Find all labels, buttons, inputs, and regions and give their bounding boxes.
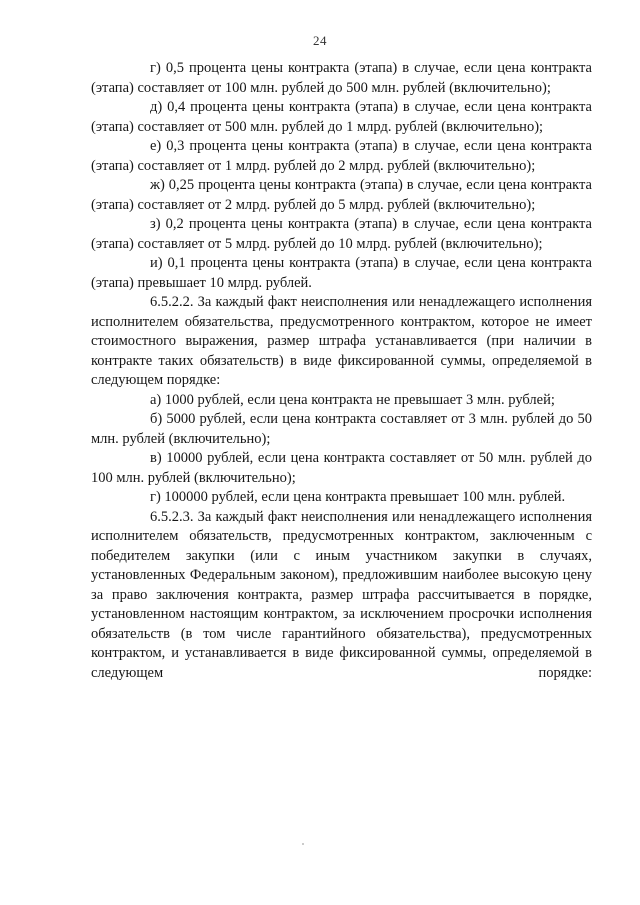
clause-b-5000-rub: б) 5000 рублей, если цена контракта составляет от 3 млн. рублей до 50 млн. рублей (включительно); [91,411,592,447]
document-body [91,59,592,683]
clause-z-0-2-percent: з) 0,2 процента цены контракта (этапа) в случае, если цена контракта (этапа) составляет от 5 млрд. рублей до 10 млрд. рублей (включительно); [91,216,592,252]
clause-a-1000-rub: а) 1000 рублей, если цена контракта не превышает 3 млн. рублей; [150,391,555,408]
clause-i-0-1-percent: и) 0,1 процента цены контракта (этапа) в случае, если цена контракта (этапа) превышает 10 млрд. рублей. [91,255,592,291]
clause-g-100000-rub: г) 100000 рублей, если цена контракта превышает 100 млн. рублей. [150,489,566,505]
clause-g-0-5-percent: г) 0,5 процента цены контракта (этапа) в случае, если цена контракта (этапа) составляет от 100 млн. рублей до 500 млн. рублей (включительно); [91,60,592,96]
clause-v-10000-rub: в) 10000 рублей, если цена контракта составляет от 50 млн. рублей до 100 млн. рублей (включительно); [91,450,592,486]
clause-6-5-2-2: 6.5.2.2. За каждый факт неисполнения или ненадлежащего исполнения исполнителем обязательства, предусмотренного контрактом, которое не имеет стоимостного выражения, размер штрафа устанавливается (при наличии в контракте таких обязательств) в виде фиксированной суммы, определяемой в следующем порядке: [91,294,592,388]
clause-e-0-3-percent: е) 0,3 процента цены контракта (этапа) в случае, если цена контракта (этапа) составляет от 1 млрд. рублей до 2 млрд. рублей (включительно); [91,138,592,174]
clause-d-0-4-percent: д) 0,4 процента цены контракта (этапа) в случае, если цена контракта (этапа) составляет от 500 млн. рублей до 1 млрд. рублей (включительно); [91,99,592,135]
clause-zh-0-25-percent: ж) 0,25 процента цены контракта (этапа) в случае, если цена контракта (этапа) составляет от 2 млрд. рублей до 5 млрд. рублей (включительно); [91,177,592,213]
page-number: 24 [313,33,327,48]
clause-6-5-2-3: 6.5.2.3. За каждый факт неисполнения или ненадлежащего исполнения исполнителем обязательств, предусмотренных контрактом, заключенным с победителем закупки (или с иным участником закупки в случаях, установленных Федеральным законом), предложившим наиболее высокую цену за право заключения контракта, размер штрафа рассчитывается в порядке, установленном настоящим контрактом, за исключением просрочки исполнения обязательств (в том числе гарантийного обязательства), предусмотренных контрактом, и устанавливается в виде фиксированной суммы, определяемой в следующем порядке: [91,508,592,681]
scan-speck [302,843,304,845]
